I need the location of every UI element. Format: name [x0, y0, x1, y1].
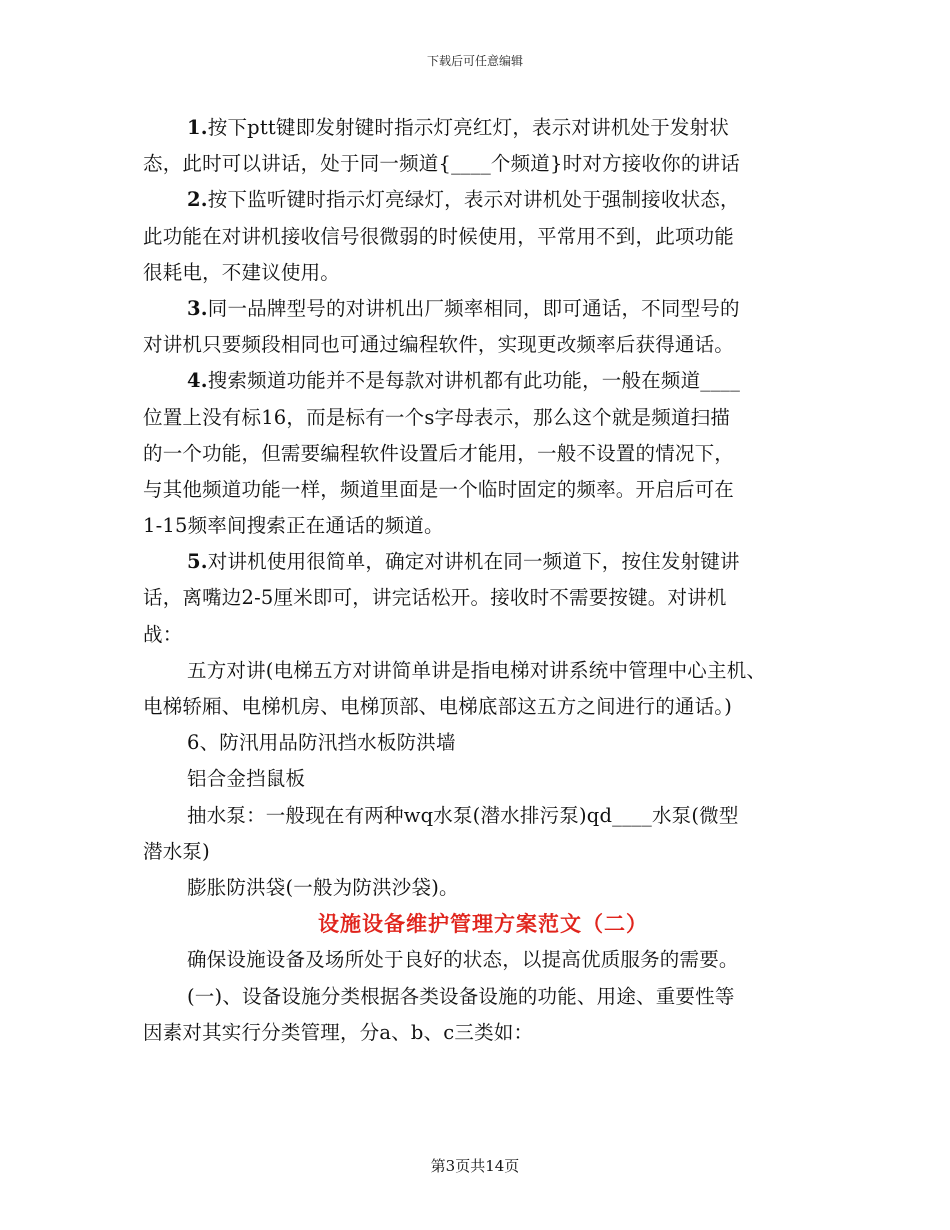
line-text: 因素对其实行分类管理，分a、b、c三类如： [143, 1020, 534, 1044]
paragraph [143, 110, 823, 182]
text-line [143, 146, 823, 182]
text-line [143, 834, 823, 870]
text-line [143, 725, 823, 761]
text-line [143, 327, 823, 363]
paragraph [143, 870, 823, 906]
page-header: 下载后可任意编辑 [426, 54, 523, 68]
line-text: 6、防汛用品防汛挡水板防洪墙 [187, 731, 456, 755]
line-text: 1-15频率间搜索正在通话的频道。 [143, 514, 444, 538]
text-line [143, 110, 823, 146]
paragraph [143, 182, 823, 291]
item-number: 4. [187, 369, 208, 393]
line-text: 话，离嘴边2-5厘米即可，讲完话松开。接收时不需要按键。对讲机 [143, 586, 727, 610]
line-text: 同一品牌型号的对讲机出厂频率相同，即可通话，不同型号的 [207, 296, 740, 320]
line-text: 膨胀防洪袋(一般为防洪沙袋)。 [187, 875, 459, 899]
line-text: 战： [143, 622, 183, 646]
section-title: 设施设备维护管理方案范文（二） [318, 912, 648, 937]
line-text: 的一个功能，但需要编程软件设置后才能用，一般不设置的情况下， [143, 441, 735, 465]
line-text: 对讲机只要频段相同也可通过编程软件，实现更改频率后获得通话。 [143, 333, 735, 357]
line-text: 确保设施设备及场所处于良好的状态，以提高优质服务的需要。 [187, 948, 739, 972]
text-line [143, 1015, 823, 1051]
text-line [143, 182, 823, 218]
text-line [143, 255, 823, 291]
text-line [143, 508, 823, 544]
document-body [143, 110, 823, 1051]
paragraph [143, 363, 823, 544]
item-number: 2. [187, 188, 208, 212]
paragraph [143, 798, 823, 870]
text-line [143, 400, 823, 436]
text-line [143, 544, 823, 580]
line-text: (一)、设备设施分类根据各类设备设施的功能、用途、重要性等 [187, 984, 735, 1008]
text-line [143, 798, 823, 834]
text-line [143, 689, 823, 725]
item-number: 1. [187, 116, 208, 139]
text-line [143, 653, 823, 689]
page-footer: 第3页共14页 [430, 1157, 520, 1175]
plain-paragraphs [143, 653, 823, 906]
item-number: 3. [187, 296, 208, 320]
line-text: 与其他频道功能一样，频道里面是一个临时固定的频率。开启后可在 [143, 477, 735, 501]
text-line [143, 580, 823, 616]
paragraph [143, 653, 823, 725]
paragraph [143, 979, 823, 1051]
text-line [143, 363, 823, 399]
paragraph [143, 725, 823, 761]
paragraph [143, 544, 823, 653]
line-text: 潜水泵) [143, 839, 210, 863]
line-text: 位置上没有标16，而是标有一个s字母表示，那么这个就是频道扫描 [143, 405, 731, 429]
text-line [143, 472, 823, 508]
line-text: 铝合金挡鼠板 [187, 767, 306, 791]
line-text: 电梯轿厢、电梯机房、电梯顶部、电梯底部这五方之间进行的通话。) [143, 695, 733, 718]
section-paragraphs [143, 942, 823, 1051]
text-line [143, 291, 823, 327]
line-text: 态，此时可以讲话，处于同一频道{____个频道}时对方接收你的讲话 [143, 152, 740, 176]
paragraph [143, 942, 823, 978]
text-line [143, 942, 823, 978]
text-line [143, 761, 823, 797]
text-line [143, 979, 823, 1015]
line-text: 搜索频道功能并不是每款对讲机都有此功能，一般在频道____ [207, 369, 741, 393]
text-line [143, 870, 823, 906]
text-line [143, 219, 823, 255]
item-number: 5. [187, 550, 208, 574]
text-line [143, 436, 823, 472]
line-text: 对讲机使用很简单，确定对讲机在同一频道下，按住发射键讲 [207, 550, 740, 574]
line-text: 五方对讲(电梯五方对讲简单讲是指电梯对讲系统中管理中心主机、 [187, 658, 767, 682]
line-text: 抽水泵：一般现在有两种wq水泵(潜水排污泵)qd____水泵(微型 [187, 803, 739, 827]
paragraph [143, 291, 823, 363]
text-line [143, 617, 823, 653]
line-text: 此功能在对讲机接收信号很微弱的时候使用，平常用不到，此项功能 [143, 224, 735, 248]
line-text: 按下监听键时指示灯亮绿灯，表示对讲机处于强制接收状态， [207, 188, 740, 212]
line-text: 按下ptt键即发射键时指示灯亮红灯，表示对讲机处于发射状 [207, 116, 730, 139]
line-text: 很耗电，不建议使用。 [143, 260, 341, 284]
numbered-items [143, 110, 823, 653]
paragraph [143, 761, 823, 797]
